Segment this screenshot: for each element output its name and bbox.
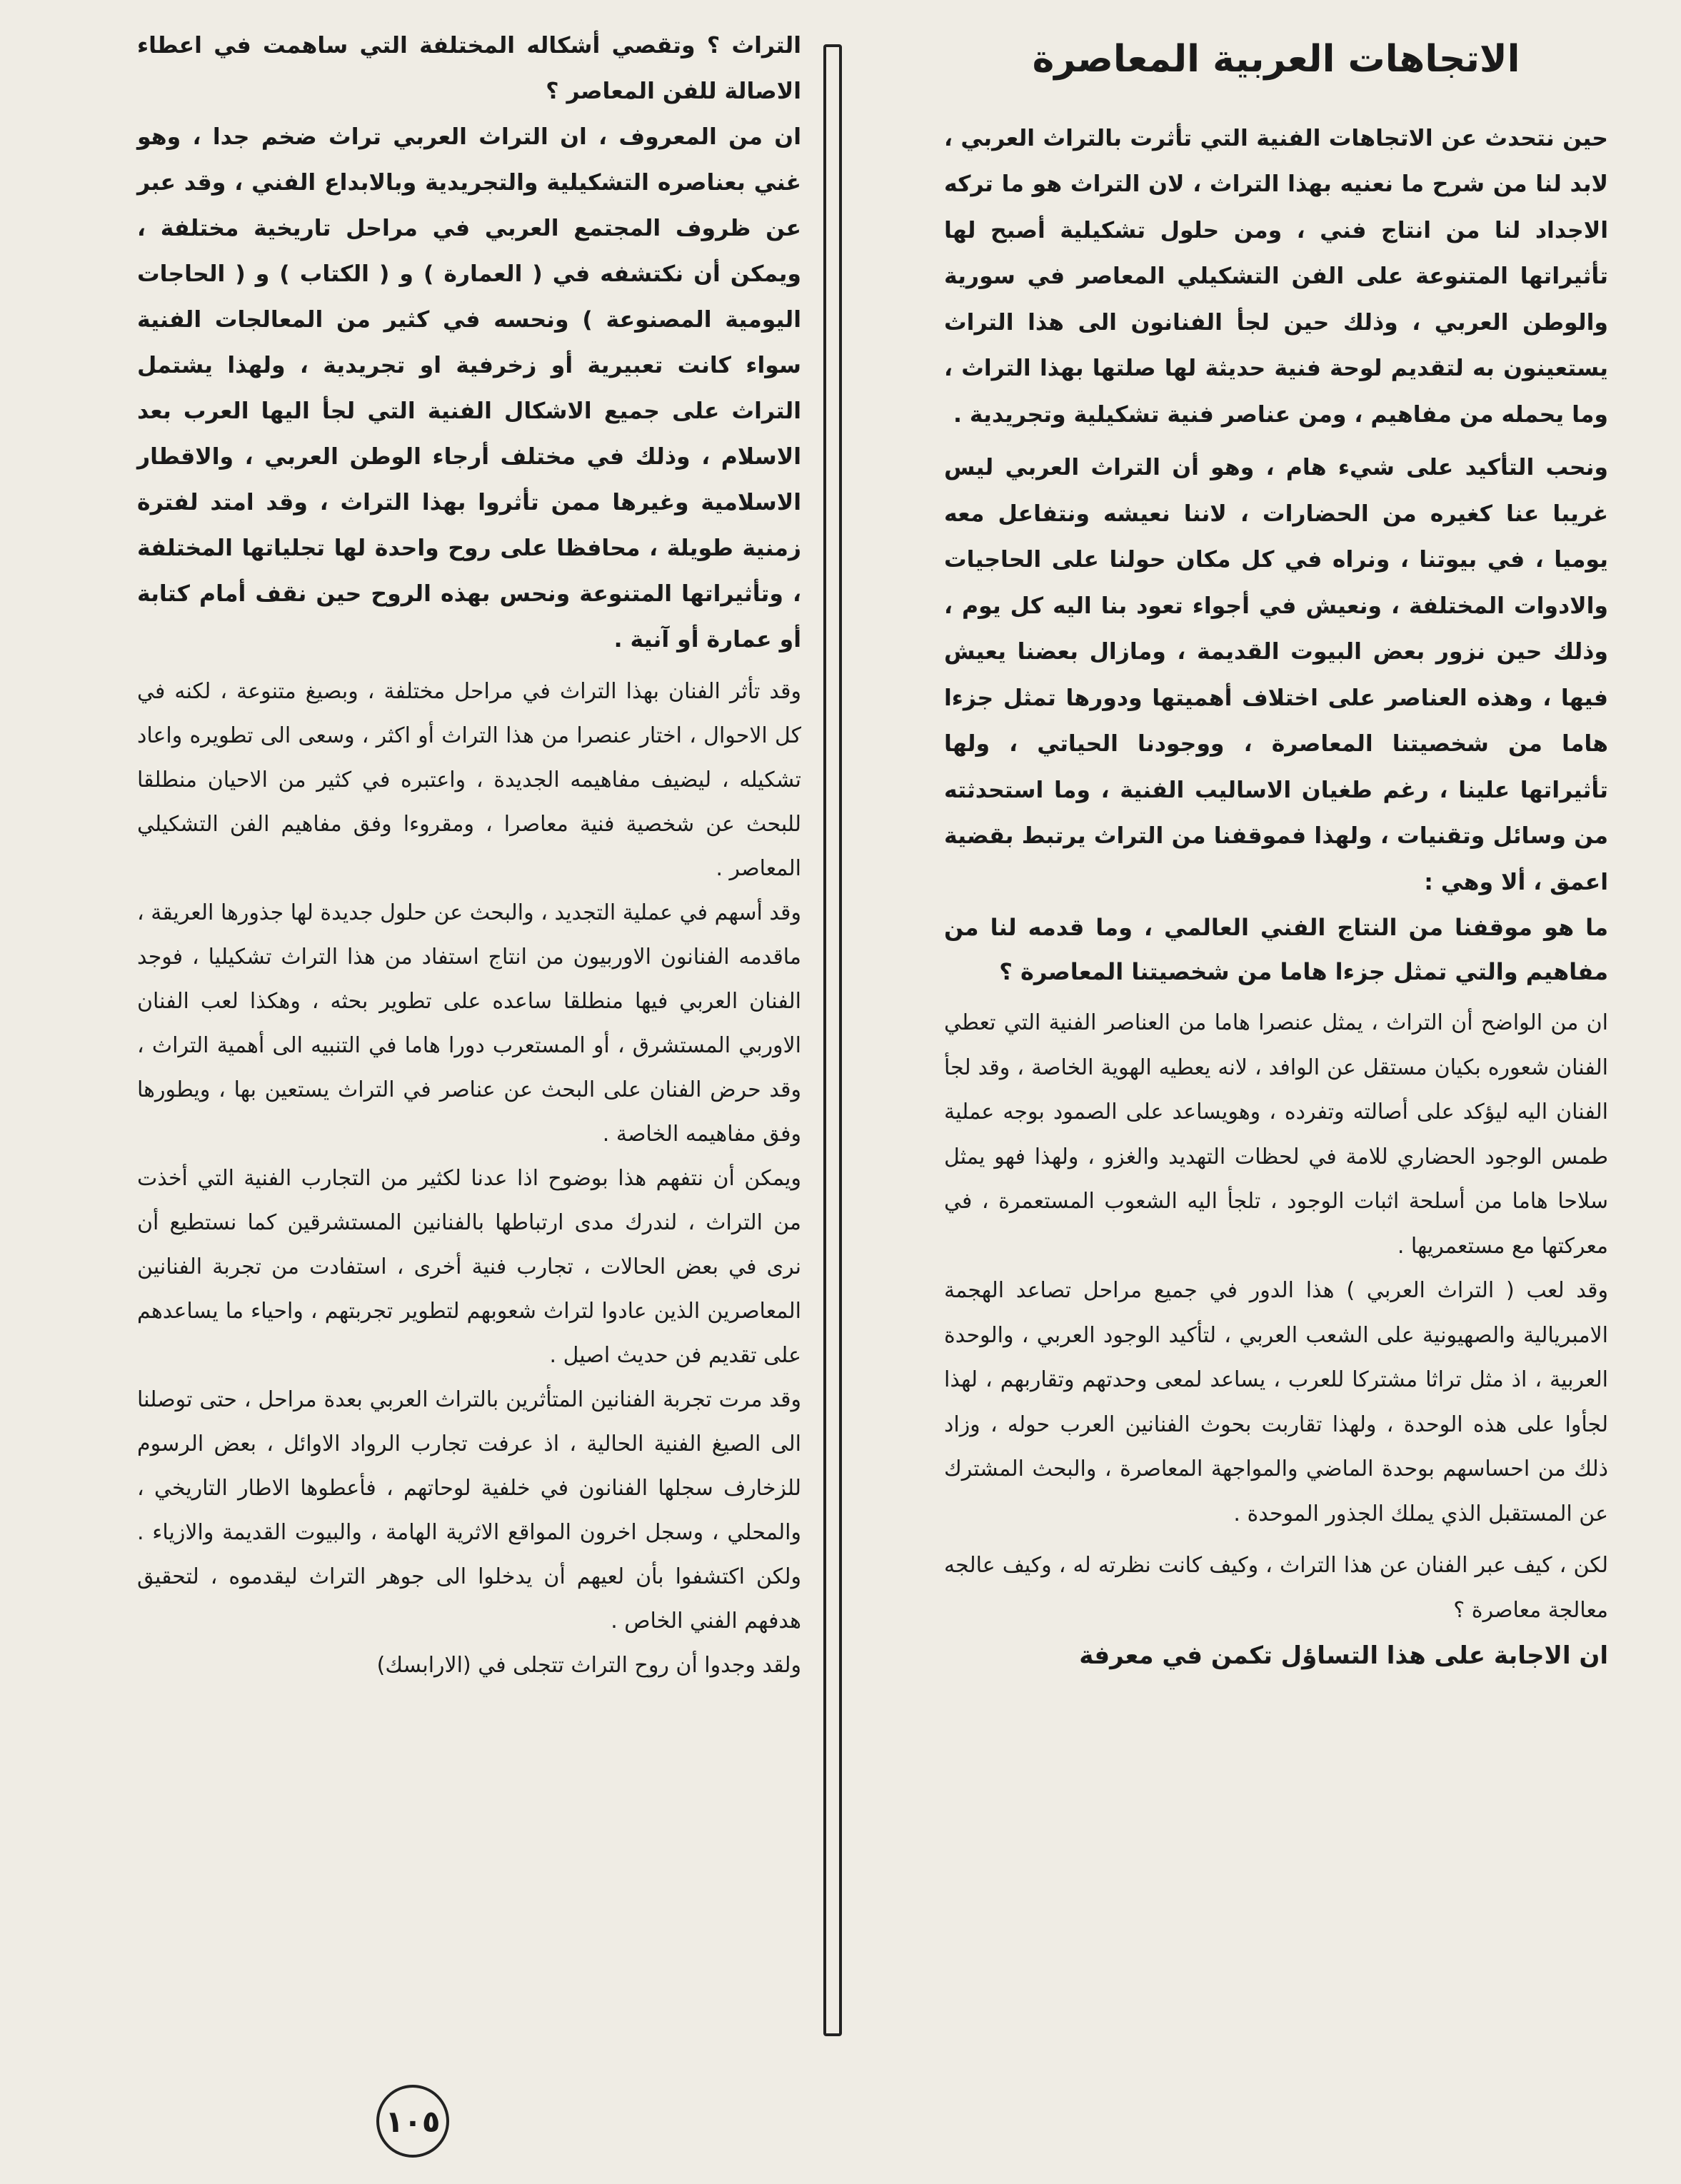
paragraph: ان من المعروف ، ان التراث العربي تراث ضخم جدا ، وهو غني بعناصره التشكيلية والتجريدية وبالابداع الفني ، وقد عبر عن ظروف المجتمع العربي في مراحل تاريخية مختلفة ، ويمكن أن نكتشفه في ( العمارة ) و ( الكتاب ) و ( الحاجات اليومية المصنوعة ) ونحسه في كثير من المعالجات الفنية سواء كانت تعبيرية أو زخرفية او تجريدية ، ولهذا يشتمل التراث على جميع الاشكال الفنية التي لجأ اليها العرب بعد الاسلام ، وذلك في مختلف أرجاء الوطن العربي ، والاقطار الاسلامية وغيرها ممن تأثروا بهذا التراث ، وقد امتد لفترة زمنية طويلة ، محافظا على روح واحدة لها تجلياتها المختلفة ، وتأثيراتها المتنوعة ونحس بهذه الروح حين نقف أمام كتابة أو عمارة أو آنية . xyxy=(137,124,801,653)
paragraph: وقد لعب ( التراث العربي ) هذا الدور في جميع مراحل تصاعد الهجمة الامبريالية والصهيونية على الشعب العربي ، لتأكيد الوجود العربي ، والوحدة العربية ، اذ مثل تراثا مشتركا للعرب ، يساعد لمعى وحدتهم وتقاربهم ، لهذا لجأوا على هذه الوحدة ، ولهذا تقاربت بحوث الفنانين العرب حوله ، وزاد ذلك من احساسهم بوحدة الماضي والمواجهة المعاصرة ، والبحث المشترك عن المستقبل الذي يملك الجذور الموحدة . xyxy=(944,1278,1608,1526)
paragraph: وقد تأثر الفنان بهذا التراث في مراحل مختلفة ، وبصيغ متنوعة ، لكنه في كل الاحوال ، اختار عنصرا من هذا التراث أو اكثر ، وسعى الى تطويره واعاد تشكيله ، ليضيف مفاهيمه الجديدة ، واعتبره في كثير من الاحيان منطلقا للبحث عن شخصية فنية معاصرا ، ومقروءا وفق مفاهيم الفن التشكيلي المعاصر . xyxy=(137,679,801,881)
column-divider xyxy=(823,44,842,2036)
paragraph: حين نتحدث عن الاتجاهات الفنية التي تأثرت بالتراث العربي ، لابد لنا من شرح ما نعنيه بهذا التراث ، لان التراث هو ما تركه الاجداد لنا من انتاج فني ، ومن حلول تشكيلية أصبح لها تأثيراتها المتنوعة على الفن التشكيلي المعاصر في سورية والوطن العربي ، وذلك حين لجأ الفنانون الى هذا التراث يستعينون به لتقديم لوحة فنية حديثة لها صلتها بهذا التراث ، وما يحمله من مفاهيم ، ومن عناصر فنية تشكيلية وتجريدية . xyxy=(944,125,1608,428)
paragraph: وقد مرت تجربة الفنانين المتأثرين بالتراث العربي بعدة مراحل ، حتى توصلنا الى الصيغ الفنية الحالية ، اذ عرفت تجارب الرواد الاوائل ، بعض الرسوم للزخارف سجلها الفنانون في خلفية لوحاتهم ، فأعطوها الاطار التاريخي ، والمحلي ، وسجل اخرون المواقع الاثرية الهامة ، والبيوت القديمة والازياء . ولكن اكتشفوا بأن لعيهم أن يدخلوا الى جوهر التراث ليقدموه ، لتحقيق هدفهم الفني الخاص . xyxy=(137,1387,801,1634)
question-paragraph: ما هو موقفنا من النتاج الفني العالمي ، وما قدمه لنا من مفاهيم والتي تمثل جزءا هاما من شخصيتنا المعاصرة ؟ xyxy=(944,914,1608,986)
paragraph: التراث ؟ وتقصي أشكاله المختلفة التي ساهمت في اعطاء الاصالة للفن المعاصر ؟ xyxy=(137,33,801,104)
article-title: الاتجاهات العربية المعاصرة xyxy=(1032,38,1520,81)
paragraph: ان من الواضح أن التراث ، يمثل عنصرا هاما من العناصر الفنية التي تعطي الفنان شعوره بكيان مستقل عن الوافد ، لانه يعطيه الهوية الخاصة ، وقد لجأ الفنان اليه ليؤكد على أصالته وتفرده ، وهويساعد على الصمود بوجه عملية طمس الوجود الحضاري للامة في لحظات التهديد والغزو ، ولهذا فهو يمثل سلاحا هاما من أسلحة اثبات الوجود ، تلجأ اليه الشعوب المستعمرة ، في معركتها مع مستعمريها . xyxy=(944,1010,1608,1259)
page-number: ١٠٥ xyxy=(376,2085,449,2158)
paragraph: ان الاجابة على هذا التساؤل تكمن في معرفة xyxy=(1079,1641,1608,1671)
paragraph: لكن ، كيف عبر الفنان عن هذا التراث ، وكيف كانت نظرته له ، وكيف عالجه معالجة معاصرة ؟ xyxy=(944,1553,1608,1623)
paragraph: ونحب التأكيد على شيء هام ، وهو أن التراث العربي ليس غريبا عنا كغيره من الحضارات ، لاننا نعيشه ونتفاعل معه يوميا ، في بيوتنا ، ونراه في كل مكان حولنا على الحاجيات والادوات المختلفة ، ونعيش في أجواء تعود بنا اليه كل يوم ، وذلك حين نزور بعض البيوت القديمة ، ومازال بعضنا يعيش فيها ، وهذه العناصر على اختلاف أهميتها ودورها تمثل جزءا هاما من شخصيتنا المعاصرة ، ووجودنا الحياتي ، ولها تأثيراتها علينا ، رغم طغيان الاساليب الفنية ، وما استحدثته من وسائل وتقنيات ، ولهذا فموقفنا من التراث يرتبط بقضية اعمق ، ألا وهي : xyxy=(944,455,1608,895)
left-column xyxy=(137,23,801,1688)
right-column xyxy=(944,29,1608,1679)
paragraph: ويمكن أن نتفهم هذا بوضوح اذا عدنا لكثير من التجارب الفنية التي أخذت من التراث ، لندرك مدى ارتباطها بالفنانين المستشرقين كما نستطيع أن نرى في بعض الحالات ، تجارب فنية أخرى ، استفادت من تجربة الفنانين المعاصرين الذين عادوا لتراث شعوبهم لتطوير تجربتهم ، واحياء ما يساعدهم على تقديم فن حديث اصيل . xyxy=(137,1166,801,1368)
paragraph: وقد أسهم في عملية التجديد ، والبحث عن حلول جديدة لها جذورها العريقة ، ماقدمه الفنانون الاوربيون من انتاج استفاد من هذا التراث تشكيليا ، فوجد الفنان العربي فيها منطلقا ساعده على تطوير بحثه ، وهكذا لعب الفنان الاوربي المستشرق ، أو المستعرب دورا هاما في التنبيه الى أهمية التراث ، وقد حرض الفنان على البحث عن عناصر في التراث يستعين بها ، ويطورها وفق مفاهيمه الخاصة . xyxy=(137,900,801,1147)
paragraph: ولقد وجدوا أن روح التراث تتجلى في (الارابسك) xyxy=(376,1653,801,1678)
